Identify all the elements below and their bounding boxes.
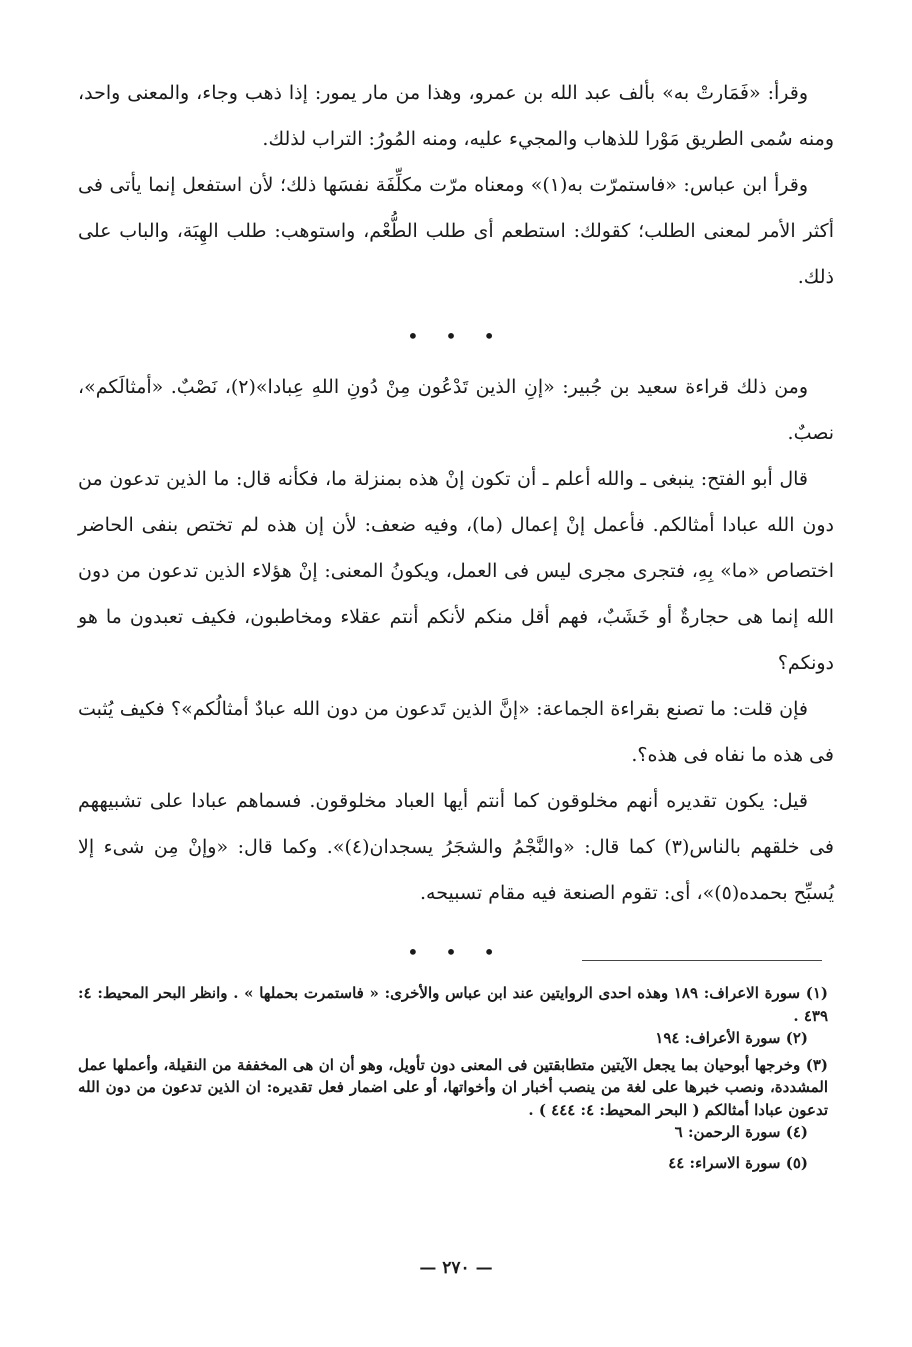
main-text (78, 70, 834, 966)
page-number: — ٢٧٠ — (419, 1258, 493, 1278)
footnote-3: (٣) وخرجها أبوحيان بما يجعل الآيتين متطابقتين فى المعنى دون تأويل، وهو أن ان هى المخففة من النقيلة، وأعملها عمل المشددة، ونصب خبرها على لغة من ينصب أخبار ان وأخواتها، أو على اضمار فعل تقديره: ان الذين تدعون من دون الله تدعون عبادا أمثالكم ( البحر المحيط: ٤: ٤٤٤ ) . (78, 1055, 828, 1119)
paragraph-answer: قيل: يكون تقديره أنهم مخلوقون كما أنتم أيها العباد مخلوقون. فسماهم عبادا على تشبيههم فى خلقهم بالناس(٣) كما قال: «والنَّجْمُ والشجَرُ يسجدان(٤)». وكما قال: «وإنْ مِن شىء إلا يُسبِّح بحمده(٥)»، أى: تقوم الصنعة فيه مقام تسبيحه. (78, 790, 834, 904)
paragraph-question: فإن قلت: ما تصنع بقراءة الجماعة: «إنَّ الذين تَدعون من دون الله عبادٌ أمثالُكم»؟ فكيف يُثبت فى هذه ما نفاه فى هذه؟. (78, 698, 834, 766)
paragraph-famarat: وقرأ: «فَمَارتْ به» بألف عبد الله بن عمرو، وهذا من مار يمور: إذا ذهب وجاء، والمعنى واحد، ومنه سُمى الطريق مَوْرا للذهاب والمجيء عليه، ومنه المُورُ: التراب لذلك. (78, 82, 834, 150)
section-separator: • • • (406, 324, 506, 348)
footnote-1: (١) سورة الاعراف: ١٨٩ وهذه احدى الروايتين عند ابن عباس والأخرى: « فاستمرت بحملها » . وانظر البحر المحيط: ٤: ٤٣٩ . (78, 984, 829, 1025)
footnote-5: (٥) سورة الاسراء: ٤٤ (668, 1153, 808, 1172)
paragraph-ibn-abbas: وقرأ ابن عباس: «فاستمرّت به(١)» ومعناه مرّت مكلِّفَة نفسَها ذلك؛ لأن استفعل إنما يأتى فى أكثر الأمر لمعنى الطلب؛ كقولك: استطعم أى طلب الطُّعْم، واستوهب: طلب الهِبَة، والباب على ذلك. (78, 174, 834, 288)
footnote-2: (٢) سورة الأعراف: ١٩٤ (655, 1029, 808, 1047)
paragraph-abu-al-fath: قال أبو الفتح: ينبغى ـ والله أعلم ـ أن تكون إنْ هذه بمنزلة ما، فكأنه قال: ما الذين تدعون من دون الله عبادا أمثالكم. فأعمل إنْ إعمال (ما)، وفيه ضعف: لأن إن هذه لم تختص بنفى الحاضر اختصاص «ما» بِهِ، فتجرى مجرى ليس فى العمل، ويكونُ المعنى: إنْ هؤلاء الذين تدعون من دون الله إنما هى حجارةٌ أو خَشَبٌ، فهم أقل منكم لأنكم أنتم عقلاء ومخاطبون، فكيف تعبدون ما هو دونكم؟ (78, 468, 834, 674)
section-separator: • • • (406, 940, 506, 964)
footnote-divider (582, 960, 822, 961)
footnote-4: (٤) سورة الرحمن: ٦ (674, 1123, 808, 1141)
paragraph-said-ibn-jubayr: ومن ذلك قراءة سعيد بن جُبير: «إنِ الذين تَدْعُون مِنْ دُونِ اللهِ عِبادا»(٢)، نَصْبٌ. «أمثالَكم»، نصبٌ. (78, 376, 834, 444)
footnotes (78, 982, 828, 1174)
